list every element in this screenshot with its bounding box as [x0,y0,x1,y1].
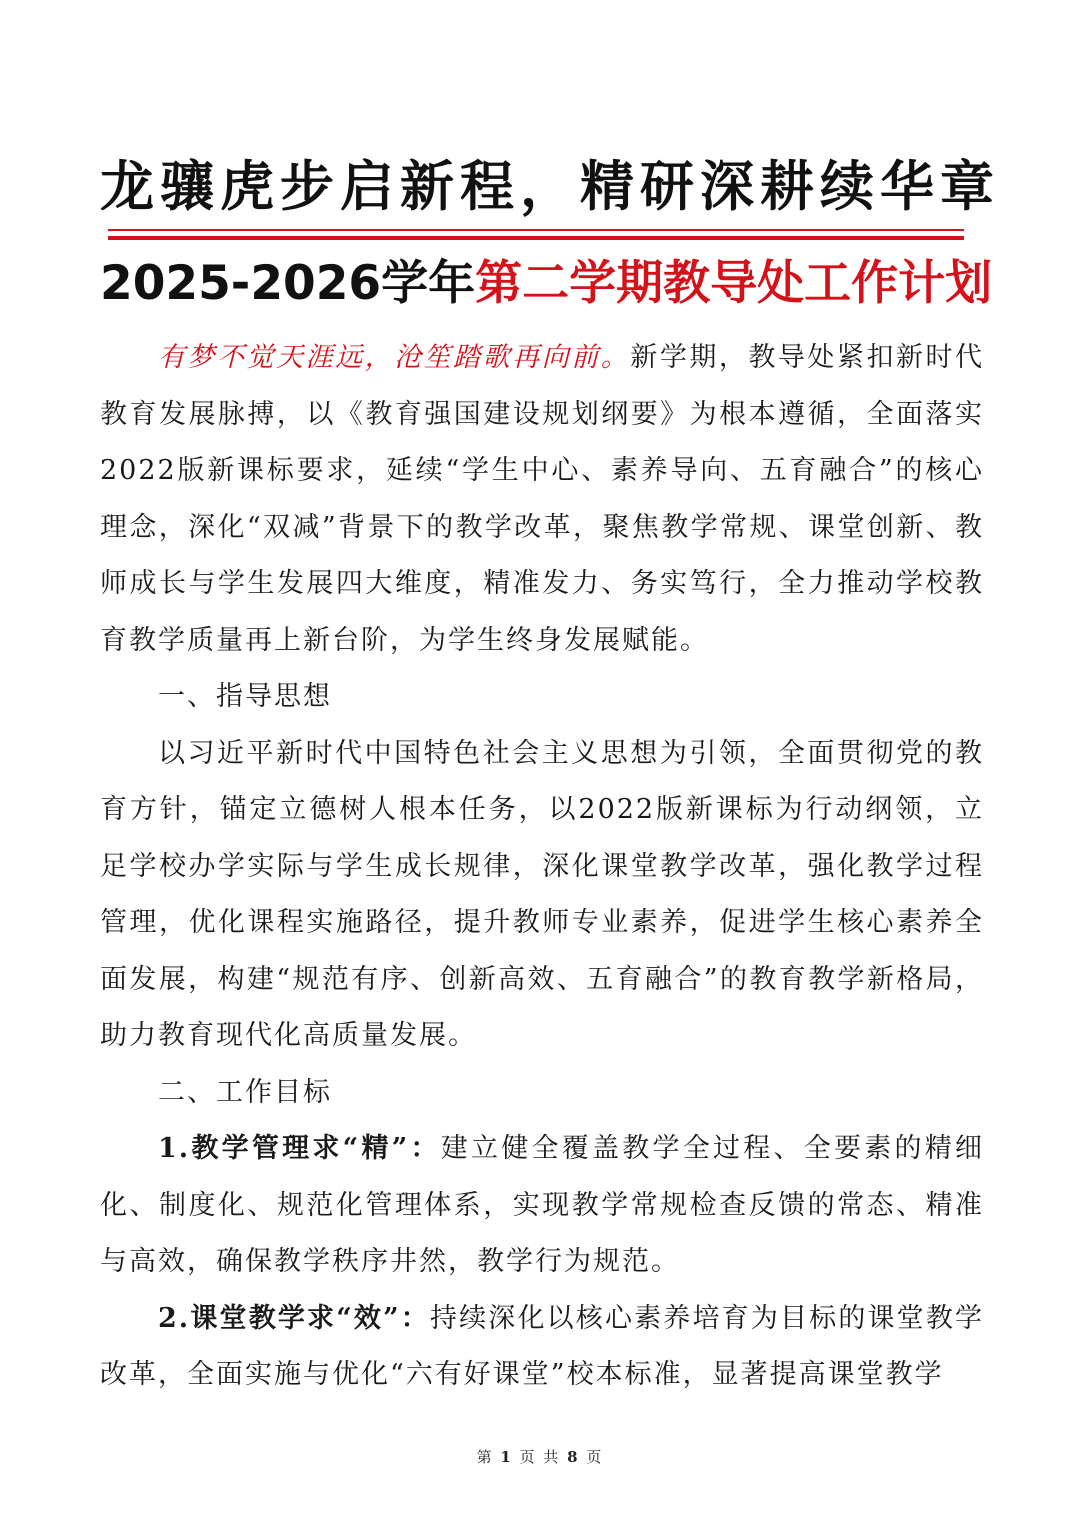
footer-prefix: 第 [476,1448,494,1466]
document-body [100,330,984,1404]
red-divider-thin [108,229,964,231]
goal2-lead: 2.课堂教学求“效”： [158,1302,430,1334]
intro-text: 新学期，教导处紧扣新时代教育发展脉搏，以《教育强国建设规划纲要》为根本遵循，全面落实2022版新课标要求，延续“学生中心、素养导向、五育融合”的核心理念，深化“双减”背景下的教学改革，聚焦教学常规、课堂创新、教师成长与学生发展四大维度，精准发力、务实笃行，全力推动学校教育教学质量再上新台阶，为学生终身发展赋能。 [100,342,985,656]
red-divider-thick [108,236,964,240]
footer-total-pages: 8 [567,1448,580,1466]
intro-paragraph [100,330,984,669]
section2-heading: 二、工作目标 [158,1076,332,1108]
footer-middle: 页 共 [519,1448,561,1466]
footer-page-number: 1 [500,1448,513,1466]
goal1-lead: 1.教学管理求“精”： [158,1133,441,1164]
subtitle-plan: 第二学期教导处工作计划 [475,256,993,311]
goal1-paragraph [100,1121,984,1291]
section1-heading: 一、指导思想 [158,681,332,712]
subtitle-year: 2025-2026学年 [100,256,476,311]
subtitle [100,252,993,316]
goal1-text: 建立健全覆盖教学全过程、全要素的精细化、制度化、规范化管理体系，实现教学常规检查反馈的常态、精准与高效，确保教学秩序井然，教学行为规范。 [100,1133,984,1277]
goal2-paragraph [100,1291,984,1404]
main-title: 龙骧虎步启新程，精研深耕续华章 [100,155,1000,218]
page-footer [0,1446,1080,1467]
intro-motto: 有梦不觉天涯远，沧笙踏歌再向前。 [158,342,631,373]
footer-suffix: 页 [586,1448,604,1466]
section1-paragraph: 以习近平新时代中国特色社会主义思想为引领，全面贯彻党的教育方针，锚定立德树人根本任务，以2022版新课标为行动纲领，立足学校办学实际与学生成长规律，深化课堂教学改革，强化教学过程管理，优化课程实施路径，提升教师专业素养，促进学生核心素养全面发展，构建“规范有序、创新高效、五育融合”的教育教学新格局，助力教育现代化高质量发展。 [100,737,984,1051]
goal2-text: 持续深化以核心素养培育为目标的课堂教学改革，全面实施与优化“六有好课堂”校本标准，显著提高课堂教学 [100,1302,985,1390]
